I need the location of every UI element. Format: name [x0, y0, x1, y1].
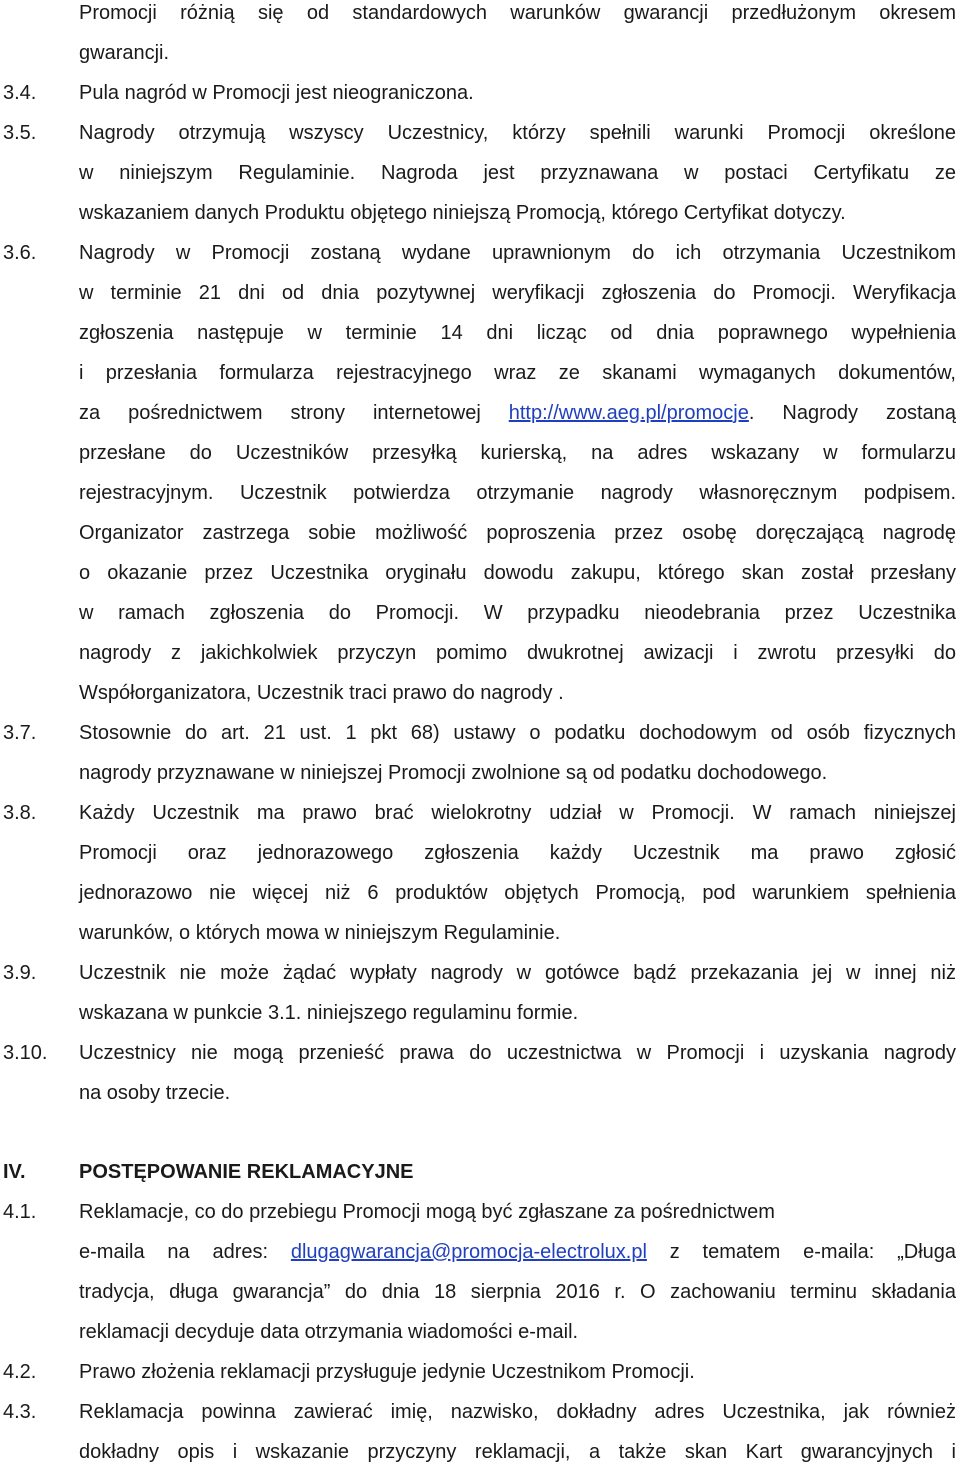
text-line: o okazanie przez Uczestnika oryginału dowodu zakupu, którego skan został przesłany: [79, 562, 956, 584]
text-line: jednorazowo nie więcej niż 6 produktów objętych Promocją, pod warunkiem spełnienia: [79, 882, 956, 904]
text-line: tradycja, długa gwarancja” do dnia 18 sierpnia 2016 r. O zachowaniu terminu składania: [79, 1281, 956, 1303]
text-line-with-link: [79, 393, 956, 433]
text-line: reklamacji decyduje data otrzymania wiadomości e-mail.: [79, 1321, 579, 1343]
text-line: Reklamacja powinna zawierać imię, nazwisko, dokładny adres Uczestnika, jak również: [79, 1401, 956, 1423]
text-line: wskazaniem danych Produktu objętego niniejszą Promocją, którego Certyfikat dotyczy.: [79, 202, 846, 224]
text-line: Stosownie do art. 21 ust. 1 pkt 68) ustawy o podatku dochodowym od osób fizycznych: [79, 722, 956, 744]
text-line: Promocji oraz jednorazowego zgłoszenia każdy Uczestnik ma prawo zgłosić: [79, 842, 956, 864]
section-number: 3.9.: [3, 962, 37, 984]
section-number: 4.3.: [3, 1401, 37, 1423]
text-line: Nagrody w Promocji zostaną wydane uprawnionym do ich otrzymania Uczestnikom: [79, 242, 956, 264]
section-number: 3.6.: [3, 242, 37, 264]
text-line: w ramach zgłoszenia do Promocji. W przypadku nieodebrania przez Uczestnika: [79, 602, 956, 624]
text-line: przesłane do Uczestników przesyłką kurierską, na adres wskazany w formularzu: [79, 442, 956, 464]
text-line: dokładny opis i wskazanie przyczyny reklamacji, a także skan Kart gwarancyjnych i: [79, 1441, 956, 1463]
text-line: Nagrody otrzymują wszyscy Uczestnicy, którzy spełnili warunki Promocji określone: [79, 122, 956, 144]
text-line: Każdy Uczestnik ma prawo brać wielokrotny udział w Promocji. W ramach niniejszej: [79, 802, 956, 824]
text-line: w terminie 21 dni od dnia pozytywnej weryfikacji zgłoszenia do Promocji. Weryfikacja: [79, 282, 956, 304]
section-number: 4.2.: [3, 1361, 37, 1383]
email-link[interactable]: dlugagwarancja@promocja-electrolux.pl: [290, 1241, 647, 1263]
text-line: na osoby trzecie.: [79, 1082, 231, 1104]
chapter-number: IV.: [3, 1161, 26, 1183]
text-line: nagrody przyznawane w niniejszej Promocji zwolnione są od podatku dochodowego.: [79, 762, 828, 784]
text-line: zgłoszenia następuje w terminie 14 dni licząc od dnia poprawnego wypełnienia: [79, 322, 956, 344]
text-line: Uczestnik nie może żądać wypłaty nagrody w gotówce bądź przekazania jej w innej niż: [79, 962, 956, 984]
text-line: Współorganizatora, Uczestnik traci prawo do nagrody .: [79, 682, 564, 704]
text-line: Prawo złożenia reklamacji przysługuje jedynie Uczestnikom Promocji.: [79, 1361, 695, 1383]
text-line-with-link: [79, 1232, 956, 1272]
text-line: wskazana w punkcie 3.1. niniejszego regulaminu formie.: [79, 1002, 579, 1024]
section-number: 3.7.: [3, 722, 37, 744]
text-segment: z tematem e-maila: „Długa: [646, 1241, 957, 1263]
text-line: rejestracyjnym. Uczestnik potwierdza otrzymanie nagrody własnoręcznym podpisem.: [79, 482, 956, 504]
section-number: 3.5.: [3, 122, 37, 144]
text-line: Uczestnicy nie mogą przenieść prawa do uczestnictwa w Promocji i uzyskania nagrody: [79, 1042, 956, 1064]
text-line: Reklamacje, co do przebiegu Promocji mogą być zgłaszane za pośrednictwem: [79, 1201, 775, 1223]
text-line: Pula nagród w Promocji jest nieograniczona.: [79, 82, 474, 104]
text-segment: za pośrednictwem strony internetowej: [79, 402, 509, 424]
text-line: w niniejszym Regulaminie. Nagroda jest przyznawana w postaci Certyfikatu ze: [79, 162, 956, 184]
chapter-title: POSTĘPOWANIE REKLAMACYJNE: [79, 1161, 414, 1183]
text-line: i przesłania formularza rejestracyjnego wraz ze skanami wymaganych dokumentów,: [79, 362, 956, 384]
text-line: Promocji różnią się od standardowych warunków gwarancji przedłużonym okresem: [79, 2, 956, 24]
promo-website-link[interactable]: http://www.aeg.pl/promocje: [508, 402, 749, 424]
text-line: Organizator zastrzega sobie możliwość poproszenia przez osobę doręczającą nagrodę: [79, 522, 956, 544]
text-segment: . Nagrody zostaną: [748, 402, 956, 424]
text-segment: e-maila na adres:: [79, 1241, 291, 1263]
text-line: nagrody z jakichkolwiek przyczyn pomimo dwukrotnej awizacji i zwrotu przesyłki do: [79, 642, 956, 664]
section-number: 3.4.: [3, 82, 37, 104]
text-line: gwarancji.: [79, 42, 170, 64]
section-number: 3.10.: [3, 1042, 48, 1064]
text-line: warunków, o których mowa w niniejszym Regulaminie.: [79, 922, 561, 944]
section-number: 4.1.: [3, 1201, 37, 1223]
section-number: 3.8.: [3, 802, 37, 824]
